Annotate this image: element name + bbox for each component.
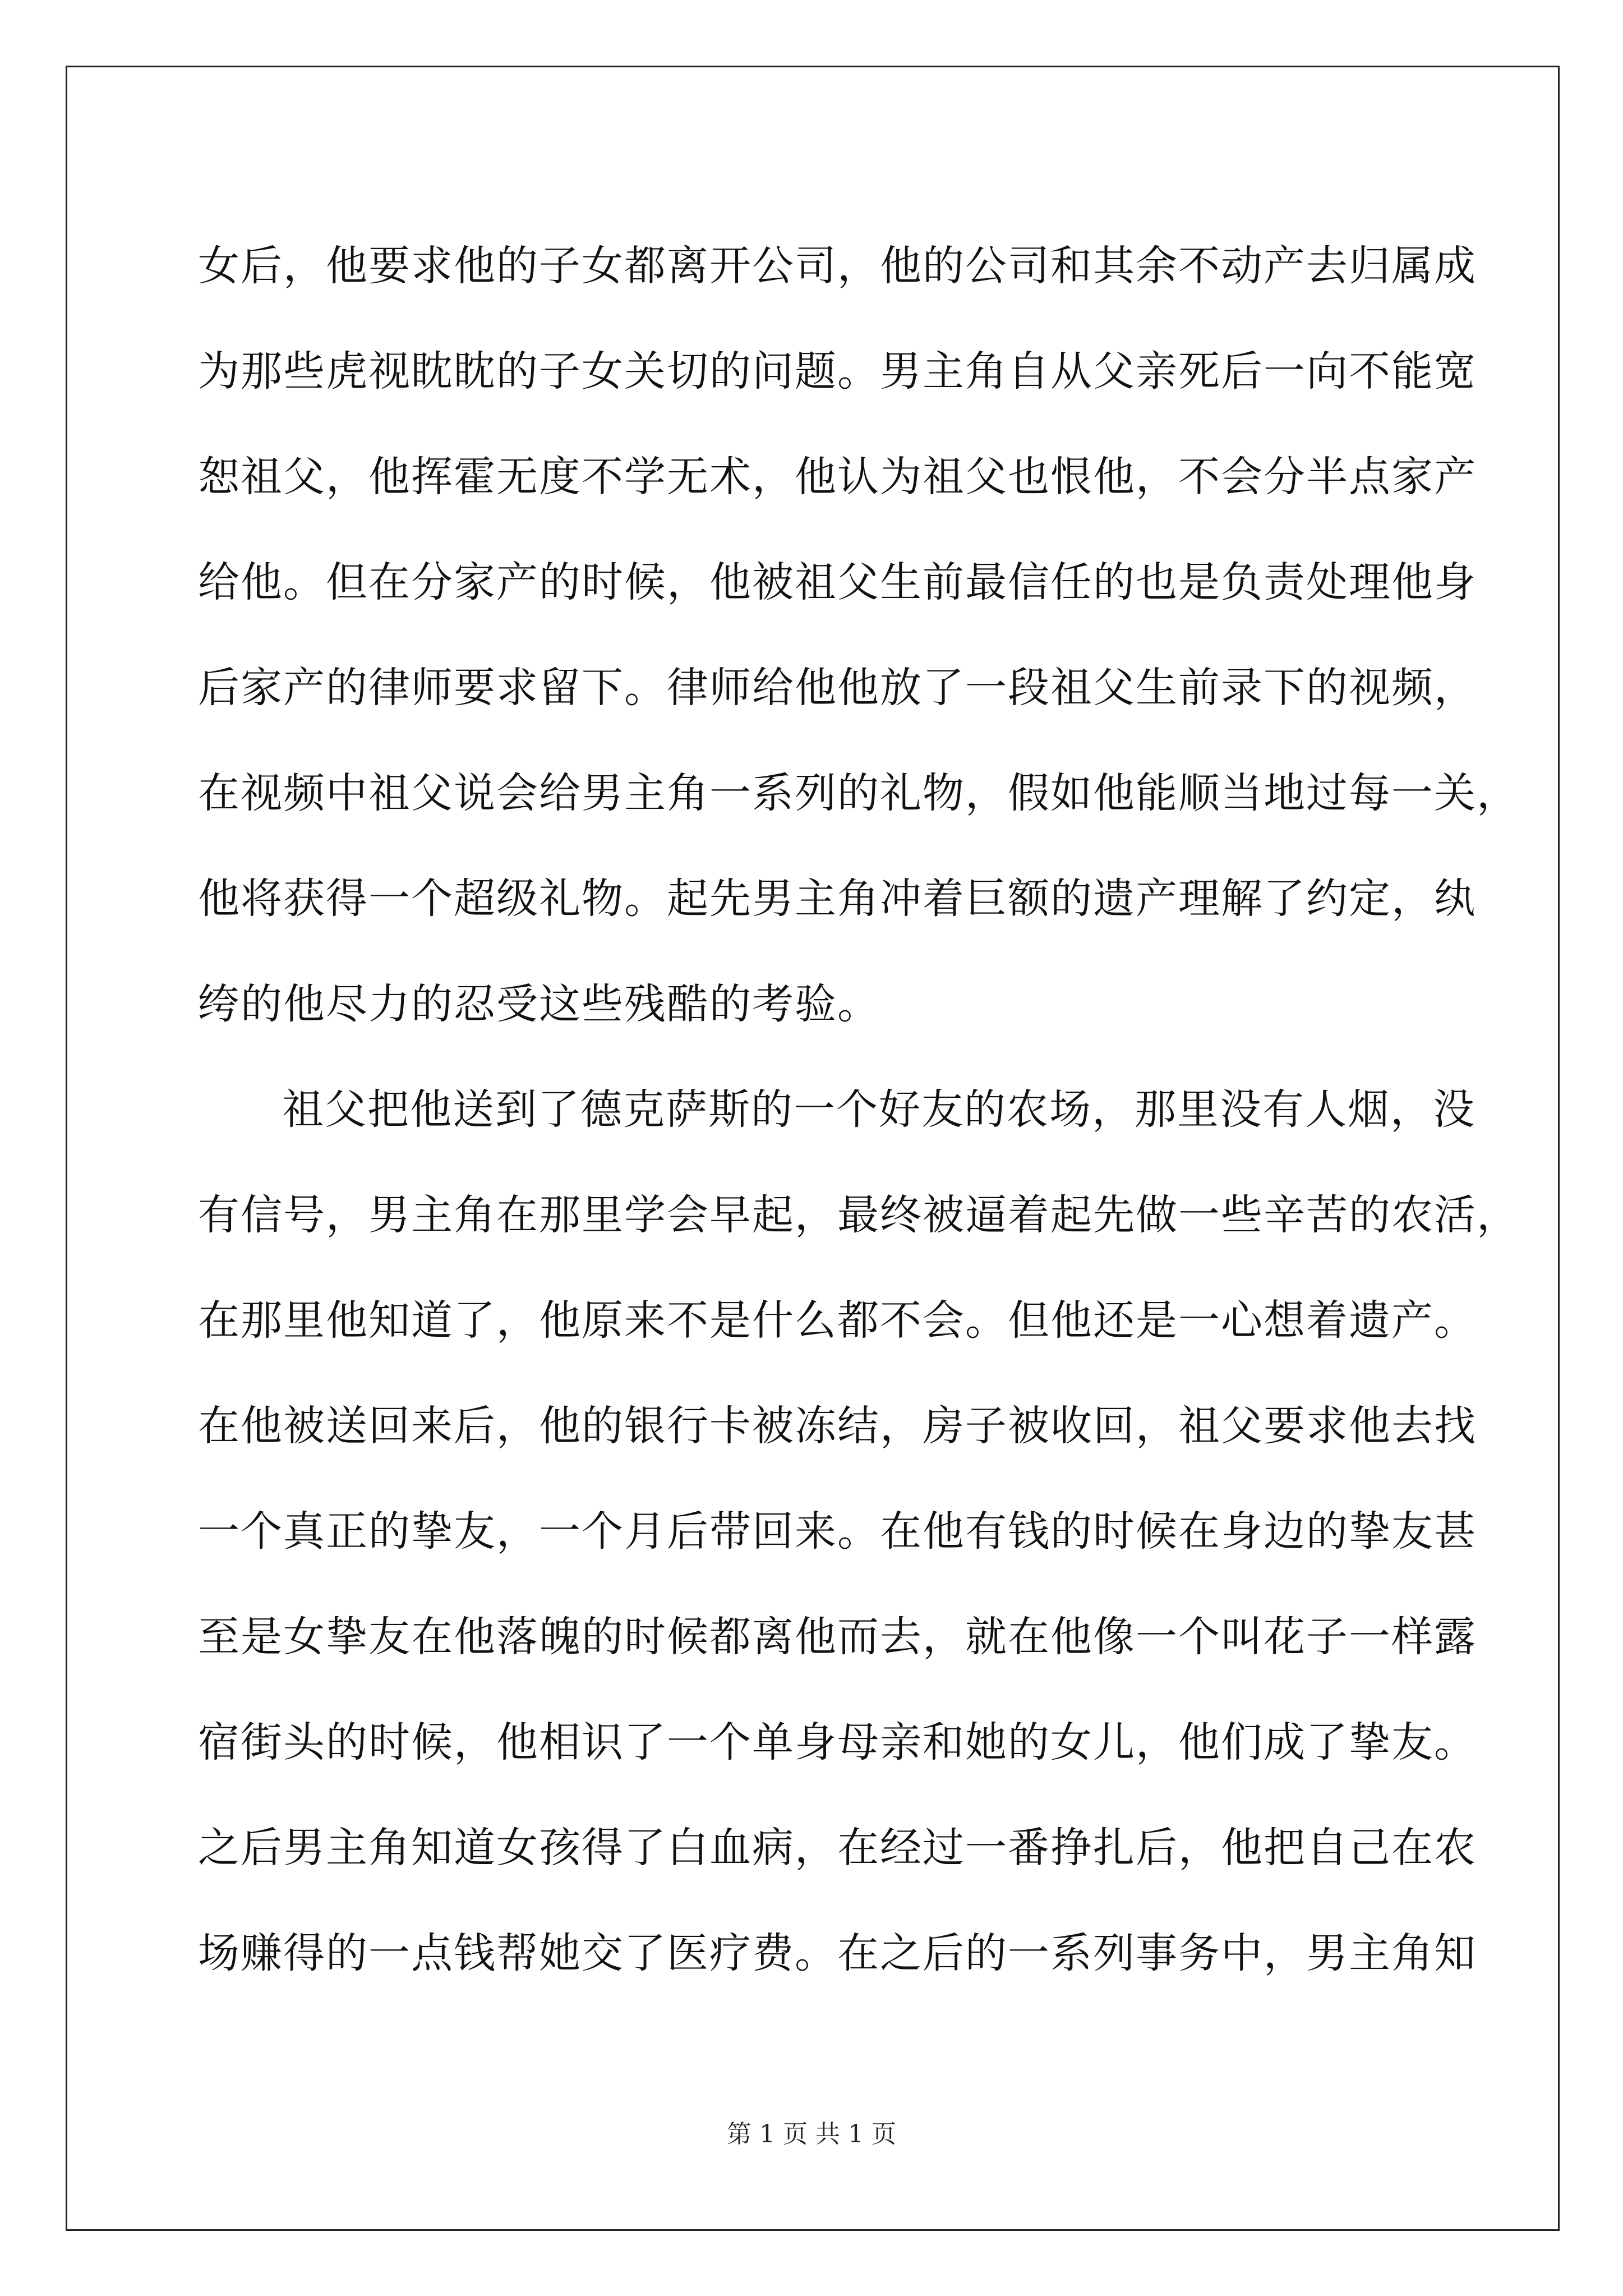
text-line: 在视频中祖父说会给男主角一系列的礼物，假如他能顺当地过每一关， [198, 769, 1519, 817]
text-line-indented: 祖父把他送到了德克萨斯的一个好友的农场，那里没有人烟，没 [282, 1085, 1476, 1134]
text-line: 场赚得的一点钱帮她交了医疗费。在之后的一系列事务中，男主角知 [198, 1929, 1477, 1977]
text-line: 有信号，男主角在那里学会早起，最终被逼着起先做一些辛苦的农活， [198, 1191, 1519, 1239]
text-line: 他将获得一个超级礼物。起先男主角冲着巨额的遗产理解了约定，纨 [198, 875, 1477, 923]
text-line: 在那里他知道了，他原来不是什么都不会。但他还是一心想着遗产。 [198, 1296, 1477, 1345]
text-line: 后家产的律师要求留下。律师给他他放了一段祖父生前录下的视频， [198, 664, 1477, 712]
text-line: 给他。但在分家产的时候，他被祖父生前最信任的也是负责处理他身 [198, 558, 1477, 606]
text-line: 一个真正的挚友，一个月后带回来。在他有钱的时候在身边的挚友甚 [198, 1507, 1477, 1556]
text-line: 恕祖父，他挥霍无度不学无术，他认为祖父也恨他，不会分半点家产 [198, 453, 1477, 501]
text-line: 在他被送回来后，他的银行卡被冻结，房子被收回，祖父要求他去找 [198, 1402, 1477, 1450]
text-line: 之后男主角知道女孩得了白血病，在经过一番挣扎后，他把自己在农 [198, 1824, 1477, 1872]
text-line: 宿街头的时候，他相识了一个单身母亲和她的女儿，他们成了挚友。 [198, 1718, 1477, 1766]
text-line: 绔的他尽力的忍受这些残酷的考验。 [198, 980, 880, 1028]
text-line: 至是女挚友在他落魄的时候都离他而去，就在他像一个叫花子一样露 [198, 1613, 1477, 1661]
document-body [198, 213, 1519, 2006]
page-footer: 第 1 页 共 1 页 [727, 2120, 896, 2148]
text-line: 为那些虎视眈眈的子女关切的问题。男主角自从父亲死后一向不能宽 [198, 347, 1477, 395]
text-line: 女后，他要求他的子女都离开公司，他的公司和其余不动产去归属成 [198, 242, 1477, 290]
